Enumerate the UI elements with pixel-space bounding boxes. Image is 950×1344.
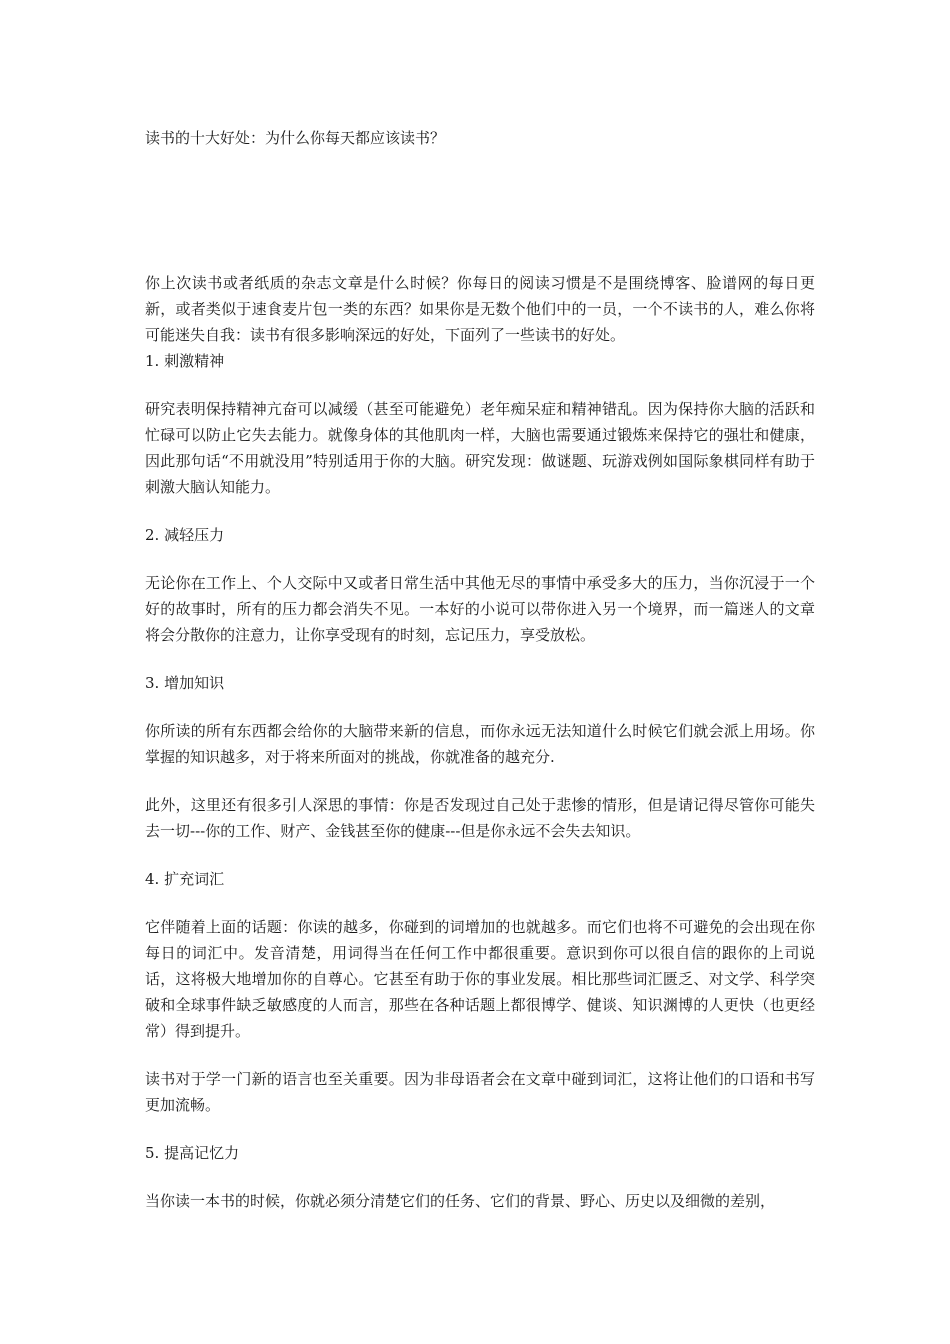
section-4-paragraph-2: 读书对于学一门新的语言也至关重要。因为非母语者会在文章中碰到词汇，这将让他们的口语和书写更加流畅。 xyxy=(145,1070,815,1114)
section-heading-2: 2. 减轻压力 xyxy=(145,526,225,544)
section-heading-3: 3. 增加知识 xyxy=(145,674,225,692)
section-2-paragraph-1: 无论你在工作上、个人交际中又或者日常生活中其他无尽的事情中承受多大的压力，当你沉浸于一个好的故事时，所有的压力都会消失不见。一本好的小说可以带你进入另一个境界，而一篇迷人的文章将会分散你的注意力，让你享受现有的时刻，忘记压力，享受放松。 xyxy=(145,574,815,644)
intro-paragraph: 你上次读书或者纸质的杂志文章是什么时候？你每日的阅读习惯是不是围绕博客、脸谱网的每日更新，或者类似于速食麦片包一类的东西？如果你是无数个他们中的一员，一个不读书的人，难么你将可能迷失自我：读书有很多影响深远的好处，下面列了一些读书的好处。 xyxy=(145,274,815,344)
section-3-paragraph-2: 此外，这里还有很多引人深思的事情：你是否发现过自己处于悲惨的情形，但是请记得尽管你可能失去一切---你的工作、财产、金钱甚至你的健康---但是你永远不会失去知识。 xyxy=(145,796,815,840)
section-1-paragraph-1: 研究表明保持精神亢奋可以减缓（甚至可能避免）老年痴呆症和精神错乱。因为保持你大脑的活跃和忙碌可以防止它失去能力。就像身体的其他肌肉一样，大脑也需要通过锻炼来保持它的强壮和健康，因此那句话“不用就没用”特别适用于你的大脑。研究发现：做谜题、玩游戏例如国际象棋同样有助于刺激大脑认知能力。 xyxy=(145,400,815,496)
section-heading-5: 5. 提高记忆力 xyxy=(145,1144,240,1162)
document-title: 读书的十大好处：为什么你每天都应该读书？ xyxy=(145,129,446,147)
section-heading-1: 1. 刺激精神 xyxy=(145,352,225,370)
section-4-paragraph-1: 它伴随着上面的话题：你读的越多，你碰到的词增加的也就越多。而它们也将不可避免的会出现在你每日的词汇中。发音清楚，用词得当在任何工作中都很重要。意识到你可以很自信的跟你的上司说话，这将极大地增加你的自尊心。它甚至有助于你的事业发展。相比那些词汇匮乏、对文学、科学突破和全球事件缺乏敏感度的人而言，那些在各种话题上都很博学、健谈、知识渊博的人更快（也更经常）得到提升。 xyxy=(145,918,815,1040)
section-3-paragraph-1: 你所读的所有东西都会给你的大脑带来新的信息，而你永远无法知道什么时候它们就会派上用场。你掌握的知识越多，对于将来所面对的挑战，你就准备的越充分. xyxy=(145,722,815,766)
section-5-paragraph-1: 当你读一本书的时候，你就必须分清楚它们的任务、它们的背景、野心、历史以及细微的差别， xyxy=(145,1192,776,1210)
document-body xyxy=(145,270,815,1236)
section-heading-4: 4. 扩充词汇 xyxy=(145,870,225,888)
